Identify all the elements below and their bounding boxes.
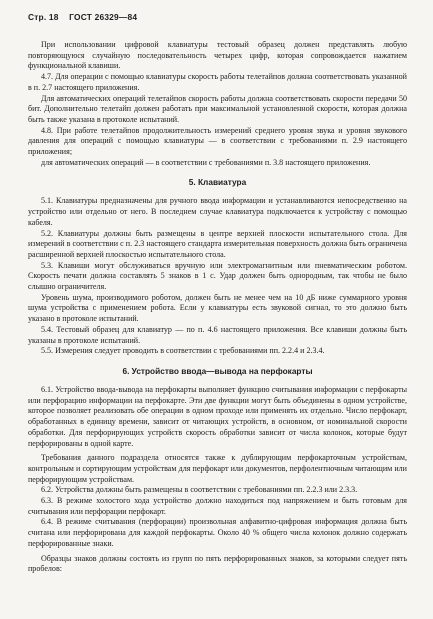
paragraph: 5.1. Клавиатуры предназначены для ручного ввода информации и устанавливаются непосредственно на устройство или отдельно от него. В последнем случае клавиатура подключается к устройству с помощью кабеля. xyxy=(28,196,407,227)
paragraph: Образцы знаков должны состоять из групп по пять перфорированных знаков, за которыми следует пять пробелов: xyxy=(28,553,407,574)
paragraph: Уровень шума, производимого роботом, должен быть не менее чем на 10 дБ ниже суммарного уровня шума устройства с применением робота. Если у клавиатуры есть звуковой сигнал, то это должно быть указано в протоколе испытаний. xyxy=(28,292,407,324)
section-heading-keyboard: 5. Клавиатура xyxy=(188,177,247,188)
section-heading-punch-cards: 6. Устройство ввода—вывода на перфокарты xyxy=(122,365,313,376)
paragraph: 6.4. В режиме считывания (перфорации) произвольная алфавитно-цифровая информация должна быть считана или перфорирована для каждой перфокарты. Около 40 % общего числа колонок должно содержать перфорированные знаки. xyxy=(28,517,407,548)
paragraph: 6.2. Устройства должны быть размещены в соответствии с требованиями пп. 2.2.3 или 2.3.3. xyxy=(41,485,358,495)
paragraph: Для автоматических операций телетайпов скорость работы должна соответствовать скорости передачи 50 бит. Дополнительно телетайп должен работать при максимальной установленной скорости, которая должна быть также указана в протоколе испытаний. xyxy=(28,93,407,124)
paragraph: 6.1. Устройство ввода-вывода на перфокарты выполняет функцию считывания информации с перфокарты или перфорацию информации на перфокарте. Эти две функции могут быть объединены в одном устройстве, которое позволяет реализовать обе операции в одном проходе или применять их отдельно. Число перфокарт, обработанных в единицу времени, зависит от читающих устройств, в основном, от номинальной скорости обработки. Для перфорирующих устройств скорость обработки зависит от числа колонок, которые будут перфорированы в одной карте. xyxy=(28,384,407,448)
standard-code: ГОСТ 26329—84 xyxy=(69,12,138,22)
section-6 xyxy=(28,385,407,575)
paragraph: 5.4. Тестовый образец для клавиатур — по п. 4.6 настоящего приложения. Все клавиши должны быть указаны в протоколе испытаний. xyxy=(28,324,407,345)
paragraph: 4.8. При работе телетайпов продолжительность измерений среднего уровня звука и уровня звукового давления для операций с помощью клавиатуры — в соответствии с требованиями п. 2.9 настоящего приложения; xyxy=(28,125,407,157)
page-number: Стр. 18 xyxy=(28,12,59,22)
paragraph: 6.3. В режиме холостого хода устройство должно находиться под напряжением и быть готовым для считывания или перфорации перфокарт. xyxy=(28,496,407,516)
paragraph: для автоматических операций — в соответствии с требованиями п. 3.8 настоящего приложения. xyxy=(41,157,371,167)
paragraph: Требования данного подраздела относятся также к дублирующим перфокарточным устройствам, контрольным и сортирующим устройствам для перфокарт или документов, перфолентночным читающим или перфорирующим устройствам. xyxy=(28,453,407,484)
paragraph: 5.2. Клавиатуры должны быть размещены в центре верхней плоскости испытательного стола. Для измерений в соответствии с п. 2.3 настоящего стандарта измерительная поверхность должна быть ограничена расширенной верхней плоскостью испытательного стола. xyxy=(28,228,407,259)
page-header xyxy=(28,12,407,26)
page-content xyxy=(28,40,407,575)
paragraph: 5.5. Измерения следует проводить в соответствии с требованиями пп. 2.2.4 и 2.3.4. xyxy=(41,346,325,356)
section-4-continuation xyxy=(28,40,407,168)
paragraph: 5.3. Клавиши могут обслуживаться вручную или электромагнитным или пневматическим роботом. Скорость печати должна составлять 5 знаков в 1 с. Удар должен быть однородным, так чтобы не было слышно ограничителя. xyxy=(28,260,407,292)
paragraph: При использовании цифровой клавиатуры тестовый образец должен представлять любую повторяющуюся случайную последовательность четырех цифр, которая сопровождается нажатием функциональной клавиши. xyxy=(28,40,407,71)
paragraph: 4.7. Для операции с помощью клавиатуры скорость работы телетайпов должна соответствовать указанной в п. 2.7 настоящего приложения. xyxy=(28,72,407,92)
section-5 xyxy=(28,196,407,357)
